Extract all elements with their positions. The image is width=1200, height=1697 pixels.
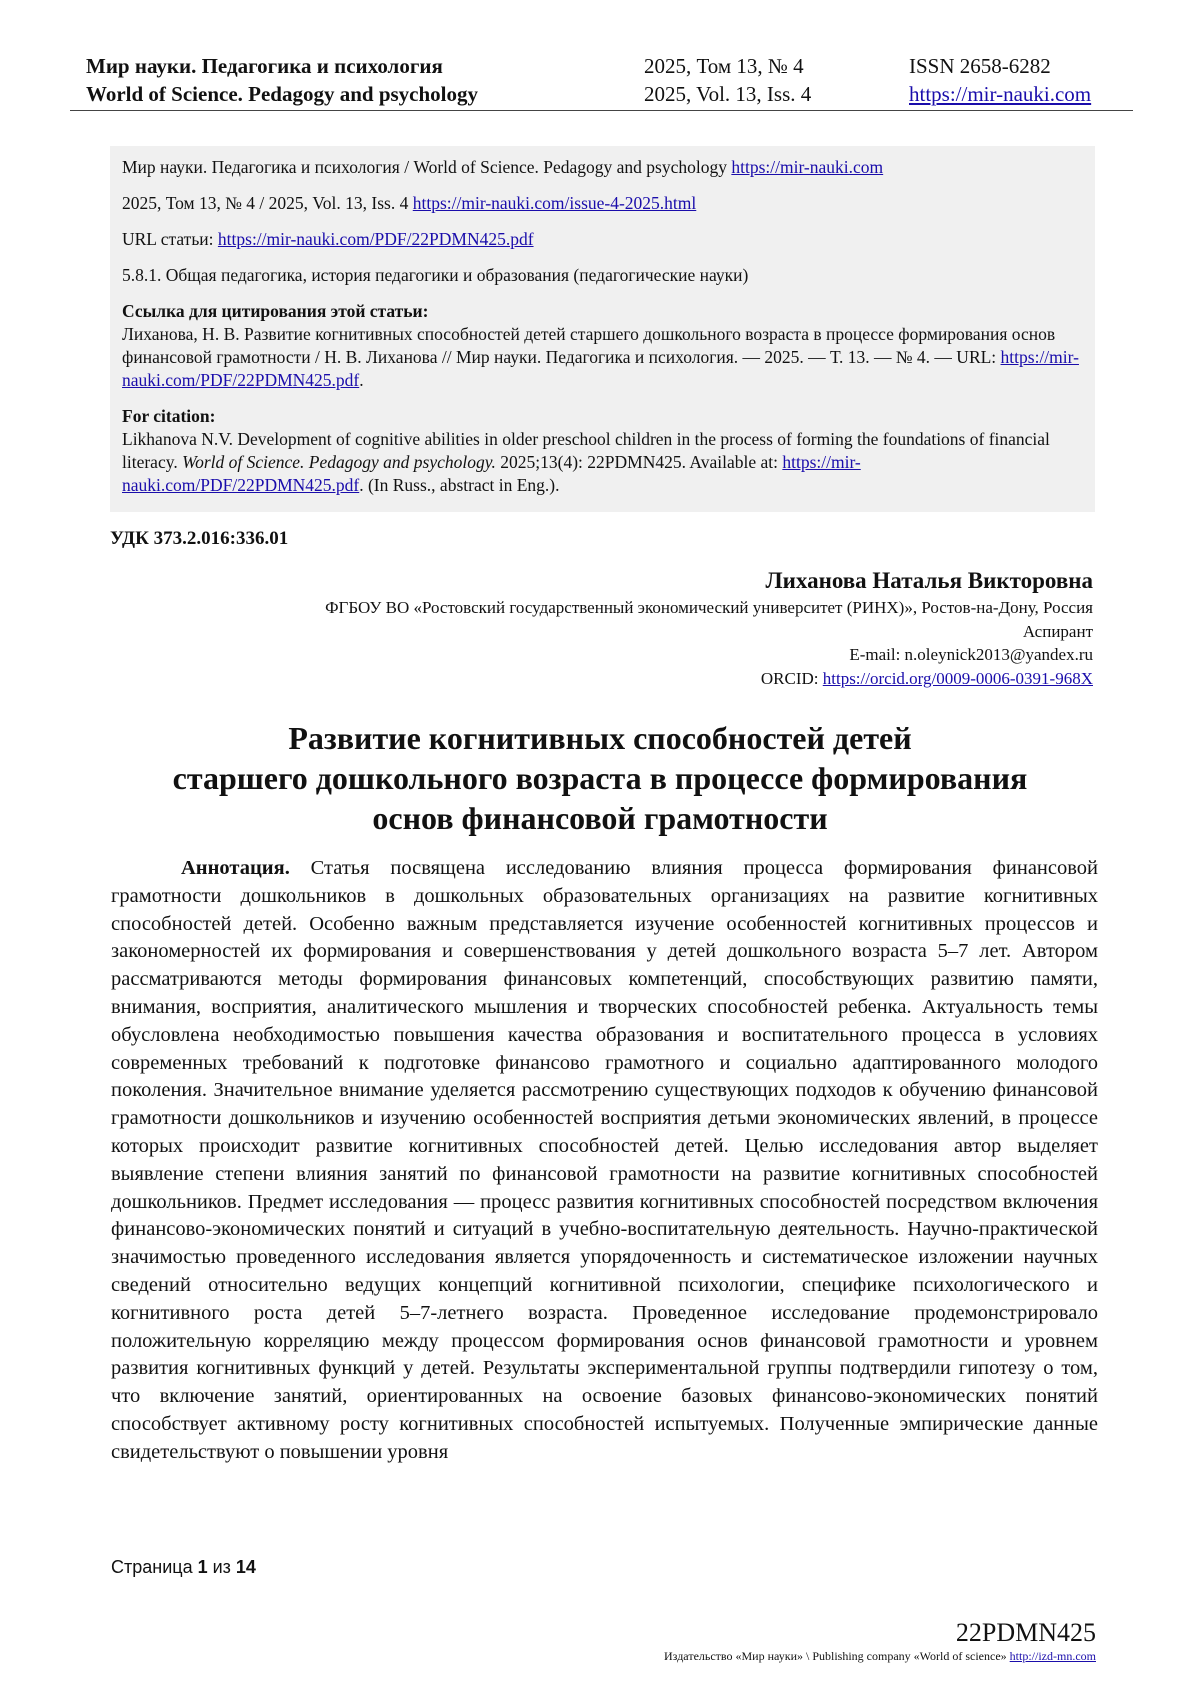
citation-ru-link[interactable]: https://mir-nauki.com/PDF/22PDMN425.pdf [122, 347, 1079, 390]
publisher-line: Издательство «Мир науки» \ Publishing company «World of science» http://izd-mn.com [664, 1649, 1096, 1663]
infobox-specialty: 5.8.1. Общая педагогика, история педагогики и образования (педагогические науки) [122, 265, 749, 285]
orcid-link[interactable]: https://orcid.org/0009-0006-0391-968X [822, 668, 1093, 688]
author-name: Лиханова Наталья Викторовна [765, 568, 1093, 593]
udk-code: УДК 373.2.016:336.01 [110, 528, 289, 549]
article-title-line-2: старшего дошкольного возраста в процессе формирования [172, 760, 1028, 796]
author-orcid: ORCID: https://orcid.org/0009-0006-0391-968X [760, 668, 1093, 688]
article-title [100, 718, 1100, 838]
issn-block [909, 52, 1091, 108]
abstract [111, 855, 1098, 1467]
infobox-journal-link[interactable]: https://mir-nauki.com [731, 157, 884, 177]
citation-en-link[interactable]: https://mir-nauki.com/PDF/22PDMN425.pdf [122, 452, 861, 495]
publisher-link[interactable]: http://izd-mn.com [1009, 1649, 1096, 1663]
citation-ru-label: Ссылка для цитирования этой статьи: [122, 301, 429, 321]
article-info-box [110, 146, 1095, 512]
article-title-line-1: Развитие когнитивных способностей детей [288, 720, 912, 756]
abstract-text: Статья посвящена исследованию влияния процесса формирования финансовой грамотности дошкольников в дошкольных образовательных организациях на развитие когнитивных способностей детей. Особенно важным представляется изучение особенностей когнитивных процессов и закономерностей их формирования и совершенствования у детей дошкольного возраста 5–7 лет. Автором рассматриваются методы формирования финансовых компетенций, способствующих развитию памяти, внимания, восприятия, аналитического мышления и творческих способностей ребенка. Актуальность темы обусловлена необходимостью повышения качества образования и воспитательного процесса в условиях современных требований к подготовке финансово грамотного и социально адаптированного молодого поколения. Значительное внимание уделяется рассмотрению существующих подходов к обучению финансовой грамотности дошкольников и изучению особенностей восприятия детьми экономических явлений, в процессе которых происходит развитие когнитивных способностей детей. Целью исследования автор выделяет выявление степени влияния занятий по финансовой грамотности на развитие когнитивных способностей дошкольников. Предмет исследования — процесс развития когнитивных способностей посредством включения финансово-экономических понятий и ситуаций в учебно-воспитательную деятельность. Научно-практической значимостью проведенного исследования является упорядоченность и систематическое изложении научных сведений относительно ведущих концепций когнитивной психологии, специфике психологического и когнитивного роста детей 5–7-летнего возраста. Проведенное исследование продемонстрировало положительную корреляцию между процессом формирования основ финансовой грамотности и уровнем развития когнитивных функций у детей. Результаты экспериментальной группы подтвердили гипотезу о том, что включение занятий, ориентированных на освоение базовых финансово-экономических понятий способствует активному росту когнитивных способностей испытуемых. Полученные эмпирические данные свидетельствуют о повышении уровня [111, 857, 1098, 1463]
author-block [93, 566, 1093, 690]
journal-title-ru: Мир науки. Педагогика и психология [86, 54, 443, 78]
article-title-line-3: основ финансовой грамотности [372, 800, 828, 836]
running-header [86, 52, 1118, 112]
infobox-issue-link[interactable]: https://mir-nauki.com/issue-4-2025.html [412, 193, 697, 213]
infobox-article-url-link[interactable]: https://mir-nauki.com/PDF/22PDMN425.pdf [217, 229, 534, 249]
issue-en: 2025, Vol. 13, Iss. 4 [644, 82, 812, 106]
journal-title-block [86, 52, 478, 108]
abstract-label: Аннотация. [181, 857, 290, 879]
infobox-journal-line: Мир науки. Педагогика и психология / World of Science. Pedagogy and psychology https://mir-nauki.com [122, 157, 884, 177]
abstract-paragraph [111, 855, 1098, 1467]
infobox-issue-line: 2025, Том 13, № 4 / 2025, Vol. 13, Iss. 4 https://mir-nauki.com/issue-4-2025.html [122, 193, 697, 213]
article-code: 22PDMN425 [955, 1618, 1096, 1647]
issue-ru: 2025, Том 13, № 4 [644, 54, 804, 78]
issue-block [644, 52, 811, 108]
citation-en-label: For citation: [122, 406, 216, 426]
journal-title-en: World of Science. Pedagogy and psychology [86, 82, 479, 106]
page-number: Страница 1 из 14 [111, 1557, 256, 1577]
author-affiliation: ФГБОУ ВО «Ростовский государственный экономический университет (РИНХ)», Ростов-на-Дону, Россия [325, 598, 1093, 617]
author-email: E-mail: n.oleynick2013@yandex.ru [849, 645, 1093, 664]
issn: ISSN 2658-6282 [909, 54, 1051, 78]
author-position: Аспирант [1022, 621, 1093, 641]
infobox-url-line: URL статьи: https://mir-nauki.com/PDF/22PDMN425.pdf [122, 229, 534, 249]
header-divider [70, 110, 1133, 111]
citation-en-text: Likhanova N.V. Development of cognitive abilities in older preschool children in the process of forming the foundations of financial literacy. World of Science. Pedagogy and psychology. 2025;13(4): 22PDMN425. Available at: https://mir-nauki.com/PDF/22PDMN425.pdf. (In Russ., abstract in Eng.). [122, 429, 1050, 495]
citation-ru-text: Лиханова, Н. В. Развитие когнитивных способностей детей старшего дошкольного возраста в процессе формирования основ финансовой грамотности / Н. В. Лиханова // Мир науки. Педагогика и психология. — 2025. — Т. 13. — № 4. — URL: https://mir-nauki.com/PDF/22PDMN425.pdf. [122, 324, 1079, 390]
journal-site-link[interactable]: https://mir-nauki.com [909, 82, 1092, 106]
